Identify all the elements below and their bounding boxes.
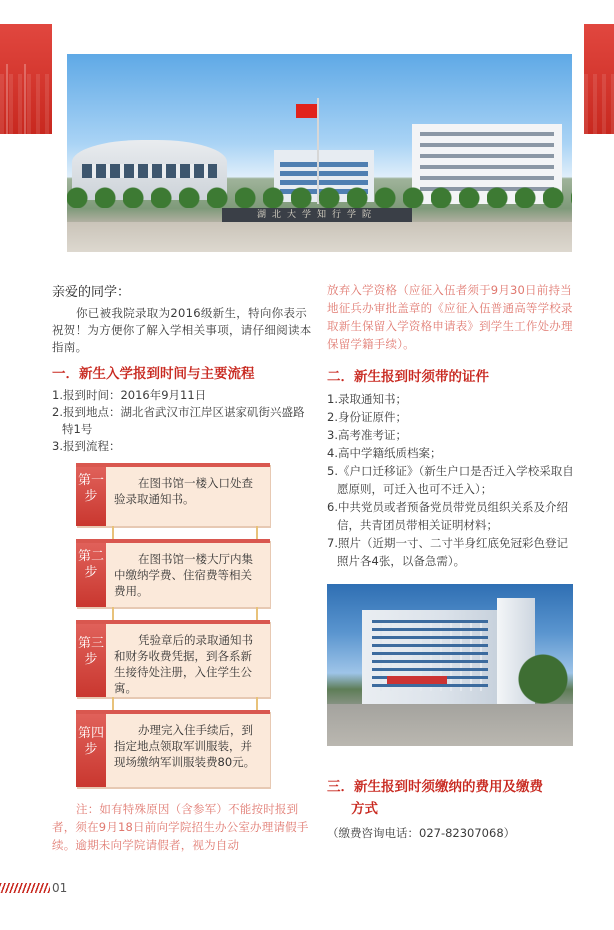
registration-flow [76,463,270,787]
leave-note-continued: 放弃入学资格（应征入伍者须于9月30日前持当地征兵办审批盖章的《应征入伍普通高等学校录取新生保留入学资格申请表》到学生工作处办理保留学籍手续）。 [327,283,573,351]
photo-trees [67,184,572,208]
section1-title: 一．新生入学报到时间与主要流程 [52,366,255,382]
list-item: 3.高考准考证； [327,428,407,442]
letter-salute: 亲爱的同学： [52,285,131,300]
leave-note-text: 注：如有特殊原因（含参军）不能按时报到者，须在9月18日前向学院招生办公室办理请假手续。逾期未向学院请假者，视为自动 [52,802,309,852]
connector [112,697,114,711]
skyline-pattern [584,74,614,134]
step-text: 在图书馆一楼大厅内集中缴纳学费、住宿费等相关费用。 [114,552,253,598]
flag [296,104,317,118]
right-column [327,281,577,842]
connector [256,526,258,540]
campus-building-photo [327,584,573,746]
documents-list [327,390,577,570]
list-item: 1.录取通知书； [327,392,407,406]
flow-step-1 [76,463,270,526]
letter-intro: 你已被我院录取为2016级新生，特向你表示祝贺！为方便你了解入学相关事项，请仔细阅读本指南。 [52,306,312,354]
connector [256,697,258,711]
section2-title: 二．新生报到时须带的证件 [327,369,489,385]
campus-gate-photo [67,54,572,252]
section3-title-line2: 方式 [351,801,378,817]
connector [256,607,258,621]
step-tab: 第二步 [76,543,106,607]
list-item: 1.报到时间：2016年9月11日 [52,388,207,402]
section3-title [327,776,577,820]
leave-note [52,800,314,854]
page-number: 01 [52,881,68,895]
list-item: 6.中共党员或者预备党员带党员组织关系及介绍信，共青团员带相关证明材料； [327,500,568,532]
list-item: 4.高中学籍纸质档案； [327,446,442,460]
list-item: 2.报到地点：湖北省武汉市江岸区谌家矶街兴盛路特1号 [52,405,305,436]
connector [112,607,114,621]
footer-stripes [0,883,50,893]
flow-step-3 [76,620,270,697]
corner-decoration-left [0,24,52,134]
step-tab: 第三步 [76,624,106,697]
step-tab: 第四步 [76,714,106,787]
list-item: 3.报到流程： [52,439,121,453]
corner-decoration-right [584,24,614,134]
step-text: 在图书馆一楼入口处查验录取通知书。 [114,476,253,506]
step-text: 凭验章后的录取通知书和财务收费凭据，到各系新生接待处注册，入住学生公寓。 [114,633,253,695]
list-item: 2.身份证原件； [327,410,407,424]
left-column [52,284,314,854]
connector [112,526,114,540]
list-item: 5.《户口迁移证》（新生户口是否迁入学校采取自愿原则，可迁入也可不迁入）； [327,464,574,496]
fee-phone: （缴费咨询电话：027-82307068） [327,826,516,840]
flow-step-4 [76,710,270,787]
photo-building [362,610,498,705]
step-tab: 第一步 [76,467,106,526]
section3-title-line1: 三．新生报到时须缴纳的费用及缴费 [327,779,543,795]
campus-sign: 湖北大学知行学院 [222,208,412,222]
photo-canopy [387,676,447,684]
list-item: 7.照片（近期一寸、二寸半身红底免冠彩色登记照片各4张，以备急需）。 [327,536,568,568]
skyline-tower [6,64,26,134]
page-footer [0,880,80,896]
flow-step-2 [76,539,270,607]
step-text: 办理完入住手续后，到指定地点领取军训服装，并现场缴纳军训服装费80元。 [114,723,256,769]
photo-tree [513,654,573,704]
photo-road [67,222,572,252]
photo-ground [327,704,573,746]
photo-windows [82,164,217,178]
